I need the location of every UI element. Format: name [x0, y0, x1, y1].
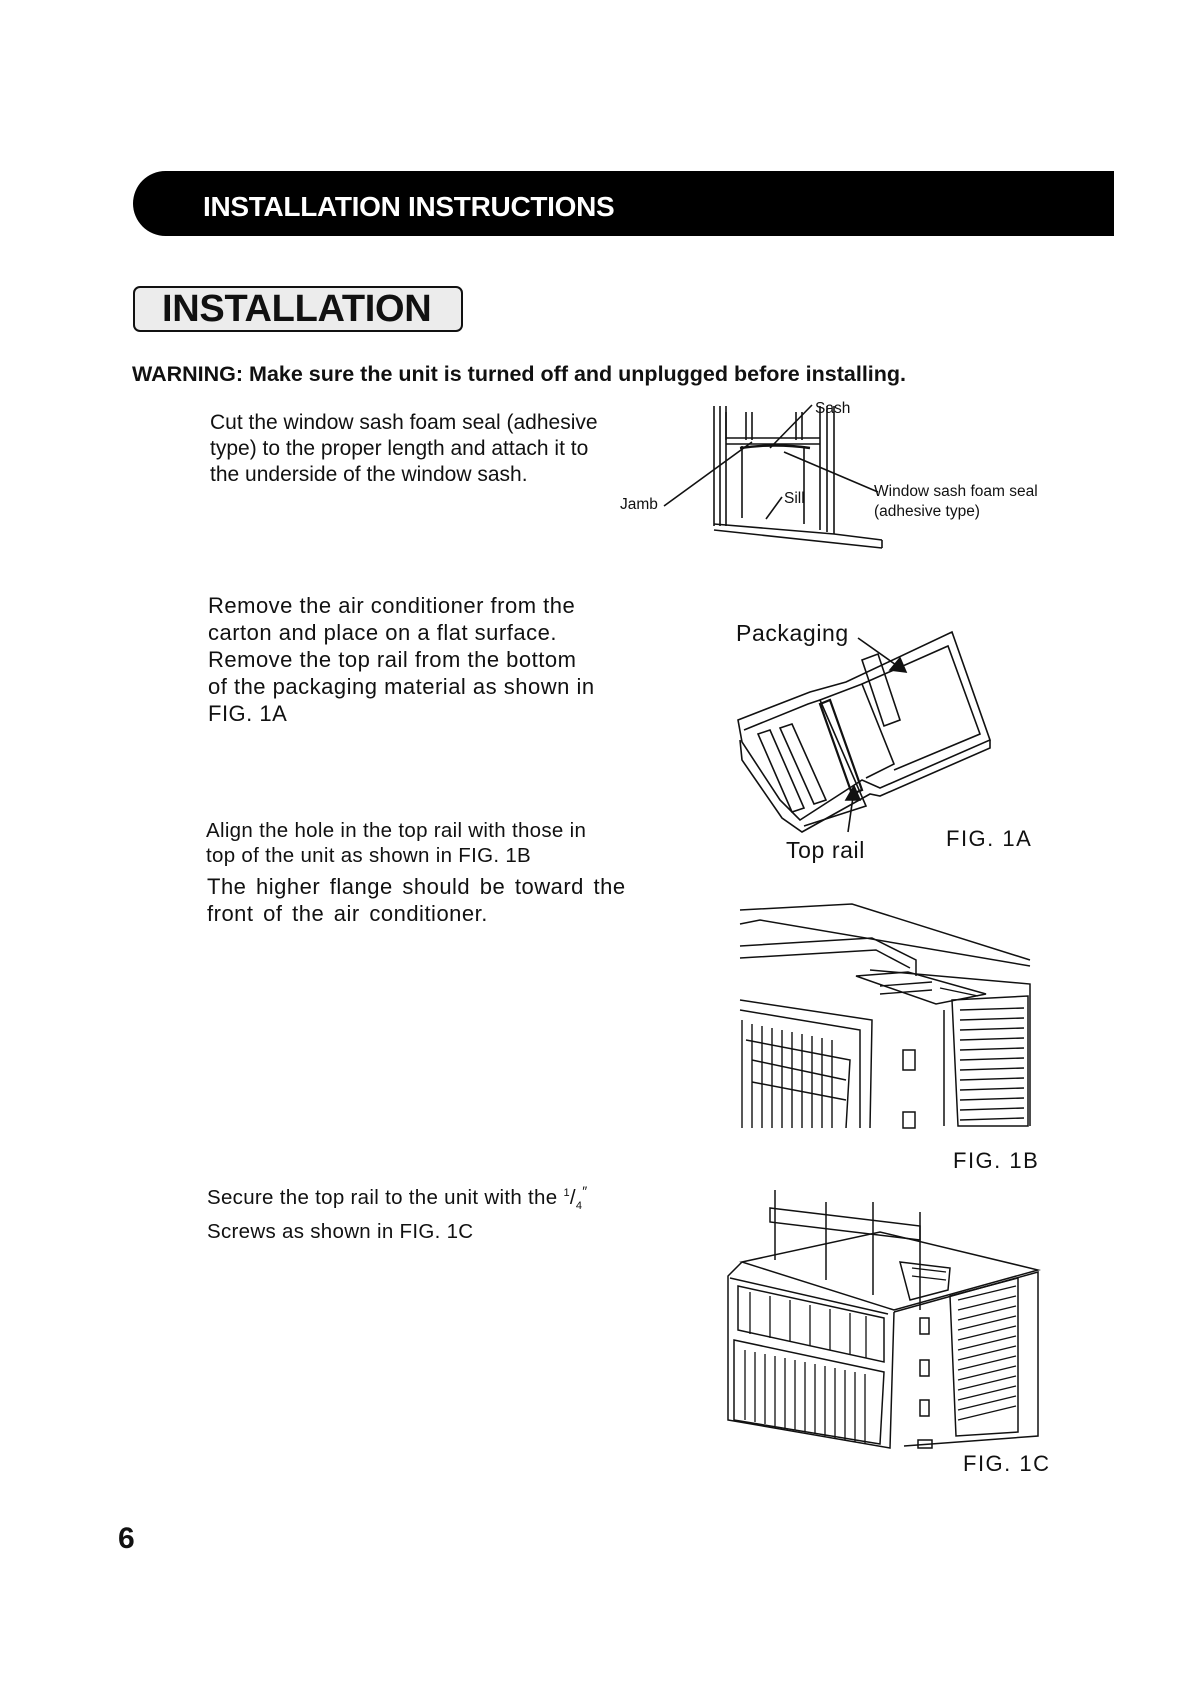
step-3-text: Align the hole in the top rail with those in top of the unit as shown in FIG. 1B: [206, 819, 587, 867]
label-jamb: Jamb: [620, 496, 658, 513]
fraction-separator: /: [569, 1185, 576, 1209]
figure-1b-caption: FIG. 1B: [953, 1148, 1040, 1173]
label-seal-line1: Window sash foam seal: [874, 483, 1038, 500]
inch-mark: ″: [582, 1183, 588, 1199]
section-title: INSTALLATION: [162, 288, 432, 330]
step-4-text: The higher flange should be toward the front of the air conditioner.: [207, 874, 626, 926]
label-sash: Sash: [815, 400, 851, 417]
step-5-line-1: [207, 1178, 588, 1219]
label-packaging: Packaging: [736, 620, 849, 646]
warning-text: WARNING: Make sure the unit is turned off and unplugged before installing.: [132, 362, 907, 386]
step-1-text: Cut the window sash foam seal (adhesive type) to the proper length and attach it to the underside of the window sash.: [210, 411, 598, 486]
figure-1c-caption: FIG. 1C: [963, 1451, 1051, 1476]
fraction-denominator: 4: [575, 1199, 583, 1212]
label-top-rail: Top rail: [786, 837, 865, 863]
fraction-numerator: 1: [563, 1187, 570, 1199]
label-seal-line2: (adhesive type): [874, 503, 980, 520]
page-number: 6: [118, 1522, 135, 1555]
label-sill: Sill: [784, 490, 805, 507]
header-title: INSTALLATION INSTRUCTIONS: [203, 191, 615, 222]
step-5-text-after: Screws as shown in FIG. 1C: [207, 1219, 474, 1243]
step-5-text-before: Secure the top rail to the unit with the: [207, 1185, 558, 1209]
figure-1a-caption: FIG. 1A: [946, 826, 1033, 851]
step-5-text: [207, 1178, 588, 1245]
step-2-text: Remove the air conditioner from the carton and place on a flat surface. Remove the top rail from the bottom of the packaging material as shown in FIG. 1A: [208, 593, 595, 726]
